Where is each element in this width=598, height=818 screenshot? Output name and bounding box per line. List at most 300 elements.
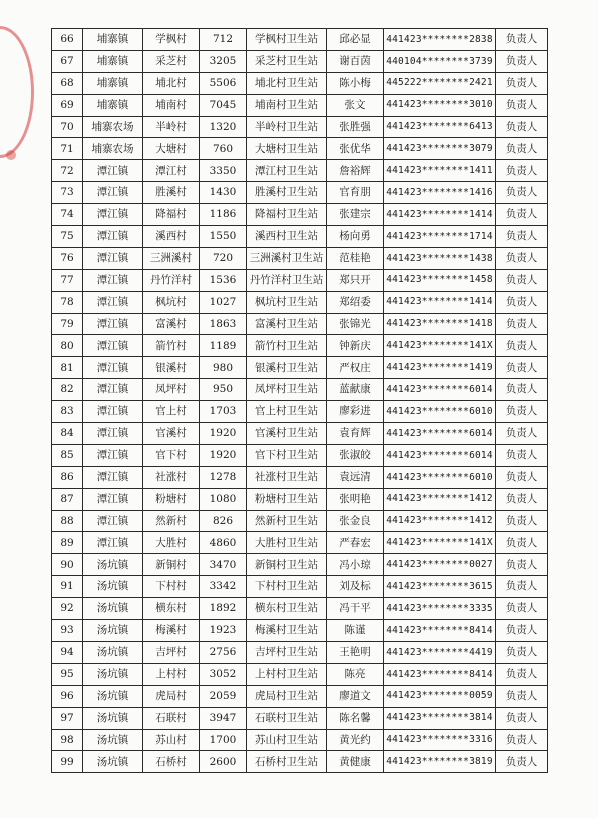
village-cell: 溪西村: [143, 226, 200, 248]
person-name-cell: 冯干平: [327, 598, 384, 620]
population-cell: 826: [200, 510, 247, 532]
village-cell: 埔南村: [143, 94, 200, 116]
table-row: [52, 663, 548, 685]
person-name-cell: 蓝献康: [327, 379, 384, 401]
town-cell: 埔寨镇: [83, 29, 143, 51]
person-name-cell: 刘及标: [327, 576, 384, 598]
id-number-cell: 441423********1412: [384, 488, 496, 510]
population-cell: 3052: [200, 663, 247, 685]
id-number-cell: 441423********1414: [384, 204, 496, 226]
town-cell: 潭江镇: [83, 401, 143, 423]
village-cell: 吉坪村: [143, 641, 200, 663]
table-row: [52, 182, 548, 204]
id-number-cell: 441423********1714: [384, 226, 496, 248]
town-cell: 潭江镇: [83, 313, 143, 335]
population-cell: 1027: [200, 291, 247, 313]
population-cell: 7045: [200, 94, 247, 116]
town-cell: 埔寨镇: [83, 94, 143, 116]
village-cell: 枫坑村: [143, 291, 200, 313]
row-number: 73: [52, 182, 83, 204]
roster-body: [52, 29, 548, 773]
role-cell: 负责人: [496, 335, 548, 357]
village-cell: 石桥村: [143, 751, 200, 773]
station-cell: 吉坪村卫生站: [247, 641, 327, 663]
row-number: 76: [52, 247, 83, 269]
role-cell: 负责人: [496, 444, 548, 466]
id-number-cell: 441423********3010: [384, 94, 496, 116]
population-cell: 1700: [200, 729, 247, 751]
village-cell: 三洲溪村: [143, 247, 200, 269]
population-cell: 1320: [200, 116, 247, 138]
population-cell: 3947: [200, 707, 247, 729]
village-cell: 箭竹村: [143, 335, 200, 357]
role-cell: 负责人: [496, 313, 548, 335]
table-row: [52, 423, 548, 445]
population-cell: 1430: [200, 182, 247, 204]
station-cell: 埔北村卫生站: [247, 72, 327, 94]
village-cell: 银溪村: [143, 357, 200, 379]
station-cell: 凤坪村卫生站: [247, 379, 327, 401]
role-cell: 负责人: [496, 247, 548, 269]
town-cell: 潭江镇: [83, 444, 143, 466]
role-cell: 负责人: [496, 729, 548, 751]
person-name-cell: 邱必显: [327, 29, 384, 51]
town-cell: 潭江镇: [83, 269, 143, 291]
id-number-cell: 440104********3739: [384, 50, 496, 72]
population-cell: 1923: [200, 620, 247, 642]
town-cell: 埔寨镇: [83, 50, 143, 72]
row-number: 97: [52, 707, 83, 729]
village-cell: 下村村: [143, 576, 200, 598]
station-cell: 枫坑村卫生站: [247, 291, 327, 313]
population-cell: 1189: [200, 335, 247, 357]
table-row: [52, 620, 548, 642]
role-cell: 负责人: [496, 751, 548, 773]
id-number-cell: 441423********3316: [384, 729, 496, 751]
table-row: [52, 554, 548, 576]
id-number-cell: 441423********6014: [384, 444, 496, 466]
town-cell: 汤坑镇: [83, 641, 143, 663]
id-number-cell: 441423********3615: [384, 576, 496, 598]
role-cell: 负责人: [496, 641, 548, 663]
station-cell: 埔南村卫生站: [247, 94, 327, 116]
village-cell: 石联村: [143, 707, 200, 729]
table-row: [52, 357, 548, 379]
village-cell: 胜溪村: [143, 182, 200, 204]
population-cell: 720: [200, 247, 247, 269]
station-cell: 官上村卫生站: [247, 401, 327, 423]
row-number: 72: [52, 160, 83, 182]
role-cell: 负责人: [496, 160, 548, 182]
row-number: 85: [52, 444, 83, 466]
row-number: 68: [52, 72, 83, 94]
station-cell: 上村村卫生站: [247, 663, 327, 685]
row-number: 84: [52, 423, 83, 445]
person-name-cell: 严春宏: [327, 532, 384, 554]
village-cell: 社涨村: [143, 466, 200, 488]
role-cell: 负责人: [496, 598, 548, 620]
id-number-cell: 441423********3335: [384, 598, 496, 620]
id-number-cell: 441423********1419: [384, 357, 496, 379]
station-cell: 富溪村卫生站: [247, 313, 327, 335]
station-cell: 下村村卫生站: [247, 576, 327, 598]
table-row: [52, 269, 548, 291]
station-cell: 苏山村卫生站: [247, 729, 327, 751]
village-cell: 梅溪村: [143, 620, 200, 642]
town-cell: 潭江镇: [83, 226, 143, 248]
role-cell: 负责人: [496, 182, 548, 204]
row-number: 89: [52, 532, 83, 554]
village-cell: 新铜村: [143, 554, 200, 576]
population-cell: 1703: [200, 401, 247, 423]
population-cell: 1186: [200, 204, 247, 226]
town-cell: 汤坑镇: [83, 598, 143, 620]
row-number: 67: [52, 50, 83, 72]
station-cell: 虎局村卫生站: [247, 685, 327, 707]
town-cell: 潭江镇: [83, 291, 143, 313]
village-cell: 埔北村: [143, 72, 200, 94]
town-cell: 汤坑镇: [83, 620, 143, 642]
village-cell: 丹竹洋村: [143, 269, 200, 291]
town-cell: 潭江镇: [83, 357, 143, 379]
id-number-cell: 445222********2421: [384, 72, 496, 94]
row-number: 81: [52, 357, 83, 379]
station-cell: 丹竹洋村卫生站: [247, 269, 327, 291]
person-name-cell: 范桂艳: [327, 247, 384, 269]
village-cell: 凤坪村: [143, 379, 200, 401]
person-name-cell: 詹裕辉: [327, 160, 384, 182]
table-row: [52, 116, 548, 138]
person-name-cell: 黄健康: [327, 751, 384, 773]
person-name-cell: 陈亮: [327, 663, 384, 685]
row-number: 87: [52, 488, 83, 510]
village-cell: 粉塘村: [143, 488, 200, 510]
station-cell: 新铜村卫生站: [247, 554, 327, 576]
person-name-cell: 袁育辉: [327, 423, 384, 445]
station-cell: 降福村卫生站: [247, 204, 327, 226]
town-cell: 潭江镇: [83, 379, 143, 401]
role-cell: 负责人: [496, 29, 548, 51]
row-number: 92: [52, 598, 83, 620]
table-row: [52, 729, 548, 751]
person-name-cell: 张锦光: [327, 313, 384, 335]
village-cell: 半岭村: [143, 116, 200, 138]
id-number-cell: 441423********141X: [384, 532, 496, 554]
village-cell: 大塘村: [143, 138, 200, 160]
row-number: 99: [52, 751, 83, 773]
person-name-cell: 王艳明: [327, 641, 384, 663]
person-name-cell: 严权庄: [327, 357, 384, 379]
role-cell: 负责人: [496, 72, 548, 94]
person-name-cell: 杨向勇: [327, 226, 384, 248]
id-number-cell: 441423********3819: [384, 751, 496, 773]
table-row: [52, 641, 548, 663]
person-name-cell: 廖道文: [327, 685, 384, 707]
row-number: 93: [52, 620, 83, 642]
station-cell: 箭竹村卫生站: [247, 335, 327, 357]
person-name-cell: 张金良: [327, 510, 384, 532]
table-row: [52, 685, 548, 707]
person-name-cell: 官育朋: [327, 182, 384, 204]
id-number-cell: 441423********8414: [384, 663, 496, 685]
population-cell: 1892: [200, 598, 247, 620]
id-number-cell: 441423********6010: [384, 401, 496, 423]
population-cell: 3342: [200, 576, 247, 598]
table-row: [52, 247, 548, 269]
person-name-cell: 郑只开: [327, 269, 384, 291]
town-cell: 汤坑镇: [83, 751, 143, 773]
id-number-cell: 441423********1418: [384, 313, 496, 335]
village-cell: 虎局村: [143, 685, 200, 707]
town-cell: 汤坑镇: [83, 554, 143, 576]
population-cell: 980: [200, 357, 247, 379]
id-number-cell: 441423********1411: [384, 160, 496, 182]
station-cell: 胜溪村卫生站: [247, 182, 327, 204]
id-number-cell: 441423********4419: [384, 641, 496, 663]
population-cell: 1536: [200, 269, 247, 291]
id-number-cell: 441423********1412: [384, 510, 496, 532]
id-number-cell: 441423********0059: [384, 685, 496, 707]
town-cell: 埔寨镇: [83, 72, 143, 94]
id-number-cell: 441423********141X: [384, 335, 496, 357]
person-name-cell: 张文: [327, 94, 384, 116]
role-cell: 负责人: [496, 685, 548, 707]
person-name-cell: 钟新庆: [327, 335, 384, 357]
row-number: 75: [52, 226, 83, 248]
row-number: 77: [52, 269, 83, 291]
population-cell: 3470: [200, 554, 247, 576]
table-row: [52, 226, 548, 248]
role-cell: 负责人: [496, 379, 548, 401]
station-cell: 采芝村卫生站: [247, 50, 327, 72]
town-cell: 潭江镇: [83, 182, 143, 204]
population-cell: 712: [200, 29, 247, 51]
row-number: 86: [52, 466, 83, 488]
table-row: [52, 29, 548, 51]
village-cell: 苏山村: [143, 729, 200, 751]
table-row: [52, 707, 548, 729]
row-number: 88: [52, 510, 83, 532]
station-cell: 社涨村卫生站: [247, 466, 327, 488]
station-cell: 官溪村卫生站: [247, 423, 327, 445]
row-number: 90: [52, 554, 83, 576]
person-name-cell: 郑绍委: [327, 291, 384, 313]
person-name-cell: 廖彩进: [327, 401, 384, 423]
role-cell: 负责人: [496, 94, 548, 116]
table-row: [52, 532, 548, 554]
role-cell: 负责人: [496, 620, 548, 642]
town-cell: 潭江镇: [83, 247, 143, 269]
town-cell: 潭江镇: [83, 423, 143, 445]
village-cell: 横东村: [143, 598, 200, 620]
role-cell: 负责人: [496, 138, 548, 160]
table-row: [52, 488, 548, 510]
person-name-cell: 陈谨: [327, 620, 384, 642]
station-cell: 官下村卫生站: [247, 444, 327, 466]
town-cell: 汤坑镇: [83, 729, 143, 751]
station-cell: 然新村卫生站: [247, 510, 327, 532]
person-name-cell: 黄光约: [327, 729, 384, 751]
role-cell: 负责人: [496, 576, 548, 598]
town-cell: 汤坑镇: [83, 707, 143, 729]
id-number-cell: 441423********6014: [384, 379, 496, 401]
population-cell: 4860: [200, 532, 247, 554]
id-number-cell: 441423********3814: [384, 707, 496, 729]
role-cell: 负责人: [496, 532, 548, 554]
row-number: 94: [52, 641, 83, 663]
person-name-cell: 袁远清: [327, 466, 384, 488]
id-number-cell: 441423********1458: [384, 269, 496, 291]
person-name-cell: 张明艳: [327, 488, 384, 510]
role-cell: 负责人: [496, 269, 548, 291]
role-cell: 负责人: [496, 488, 548, 510]
id-number-cell: 441423********6014: [384, 423, 496, 445]
row-number: 98: [52, 729, 83, 751]
role-cell: 负责人: [496, 554, 548, 576]
population-cell: 2059: [200, 685, 247, 707]
village-cell: 富溪村: [143, 313, 200, 335]
population-cell: 1550: [200, 226, 247, 248]
person-name-cell: 陈小梅: [327, 72, 384, 94]
table-row: [52, 291, 548, 313]
role-cell: 负责人: [496, 423, 548, 445]
role-cell: 负责人: [496, 466, 548, 488]
town-cell: 埔寨农场: [83, 138, 143, 160]
station-cell: 银溪村卫生站: [247, 357, 327, 379]
town-cell: 潭江镇: [83, 466, 143, 488]
person-name-cell: 张优华: [327, 138, 384, 160]
town-cell: 埔寨农场: [83, 116, 143, 138]
population-cell: 1920: [200, 423, 247, 445]
id-number-cell: 441423********0027: [384, 554, 496, 576]
town-cell: 汤坑镇: [83, 685, 143, 707]
role-cell: 负责人: [496, 50, 548, 72]
station-cell: 粉塘村卫生站: [247, 488, 327, 510]
population-cell: 3205: [200, 50, 247, 72]
town-cell: 潭江镇: [83, 204, 143, 226]
person-name-cell: 张建宗: [327, 204, 384, 226]
row-number: 66: [52, 29, 83, 51]
station-cell: 三洲溪村卫生站: [247, 247, 327, 269]
population-cell: 5506: [200, 72, 247, 94]
table-row: [52, 510, 548, 532]
population-cell: 1920: [200, 444, 247, 466]
population-cell: 2600: [200, 751, 247, 773]
role-cell: 负责人: [496, 663, 548, 685]
red-seal-stamp: [0, 26, 34, 158]
table-row: [52, 138, 548, 160]
station-cell: 梅溪村卫生站: [247, 620, 327, 642]
village-cell: 官下村: [143, 444, 200, 466]
station-cell: 石桥村卫生站: [247, 751, 327, 773]
town-cell: 潭江镇: [83, 160, 143, 182]
role-cell: 负责人: [496, 226, 548, 248]
village-cell: 官上村: [143, 401, 200, 423]
population-cell: 950: [200, 379, 247, 401]
table-row: [52, 335, 548, 357]
station-cell: 大塘村卫生站: [247, 138, 327, 160]
population-cell: 1863: [200, 313, 247, 335]
station-cell: 潭江村卫生站: [247, 160, 327, 182]
table-row: [52, 379, 548, 401]
station-cell: 溪西村卫生站: [247, 226, 327, 248]
table-row: [52, 751, 548, 773]
town-cell: 潭江镇: [83, 532, 143, 554]
station-cell: 横东村卫生站: [247, 598, 327, 620]
table-row: [52, 94, 548, 116]
town-cell: 潭江镇: [83, 488, 143, 510]
village-cell: 学枫村: [143, 29, 200, 51]
id-number-cell: 441423********3079: [384, 138, 496, 160]
id-number-cell: 441423********1416: [384, 182, 496, 204]
table-row: [52, 72, 548, 94]
table-row: [52, 444, 548, 466]
station-cell: 半岭村卫生站: [247, 116, 327, 138]
red-seal-mark: [6, 150, 16, 160]
person-name-cell: 谢百茵: [327, 50, 384, 72]
row-number: 82: [52, 379, 83, 401]
row-number: 71: [52, 138, 83, 160]
row-number: 79: [52, 313, 83, 335]
village-cell: 潭江村: [143, 160, 200, 182]
row-number: 91: [52, 576, 83, 598]
village-cell: 官溪村: [143, 423, 200, 445]
person-name-cell: 张淑皎: [327, 444, 384, 466]
population-cell: 1080: [200, 488, 247, 510]
town-cell: 潭江镇: [83, 510, 143, 532]
village-cell: 大胜村: [143, 532, 200, 554]
row-number: 96: [52, 685, 83, 707]
clinic-roster-table: [51, 28, 548, 773]
table-row: [52, 204, 548, 226]
role-cell: 负责人: [496, 291, 548, 313]
population-cell: 1278: [200, 466, 247, 488]
role-cell: 负责人: [496, 510, 548, 532]
row-number: 83: [52, 401, 83, 423]
village-cell: 采芝村: [143, 50, 200, 72]
row-number: 95: [52, 663, 83, 685]
population-cell: 760: [200, 138, 247, 160]
table-row: [52, 50, 548, 72]
table-row: [52, 576, 548, 598]
station-cell: 大胜村卫生站: [247, 532, 327, 554]
role-cell: 负责人: [496, 707, 548, 729]
role-cell: 负责人: [496, 357, 548, 379]
row-number: 69: [52, 94, 83, 116]
town-cell: 汤坑镇: [83, 663, 143, 685]
id-number-cell: 441423********2838: [384, 29, 496, 51]
population-cell: 2756: [200, 641, 247, 663]
table-row: [52, 401, 548, 423]
population-cell: 3350: [200, 160, 247, 182]
id-number-cell: 441423********8414: [384, 620, 496, 642]
table-row: [52, 160, 548, 182]
station-cell: 石联村卫生站: [247, 707, 327, 729]
id-number-cell: 441423********6010: [384, 466, 496, 488]
town-cell: 潭江镇: [83, 335, 143, 357]
id-number-cell: 441423********1414: [384, 291, 496, 313]
row-number: 70: [52, 116, 83, 138]
person-name-cell: 陈名馨: [327, 707, 384, 729]
person-name-cell: 冯小琼: [327, 554, 384, 576]
row-number: 80: [52, 335, 83, 357]
station-cell: 学枫村卫生站: [247, 29, 327, 51]
role-cell: 负责人: [496, 204, 548, 226]
village-cell: 然新村: [143, 510, 200, 532]
table-row: [52, 598, 548, 620]
village-cell: 上村村: [143, 663, 200, 685]
person-name-cell: 张胜强: [327, 116, 384, 138]
